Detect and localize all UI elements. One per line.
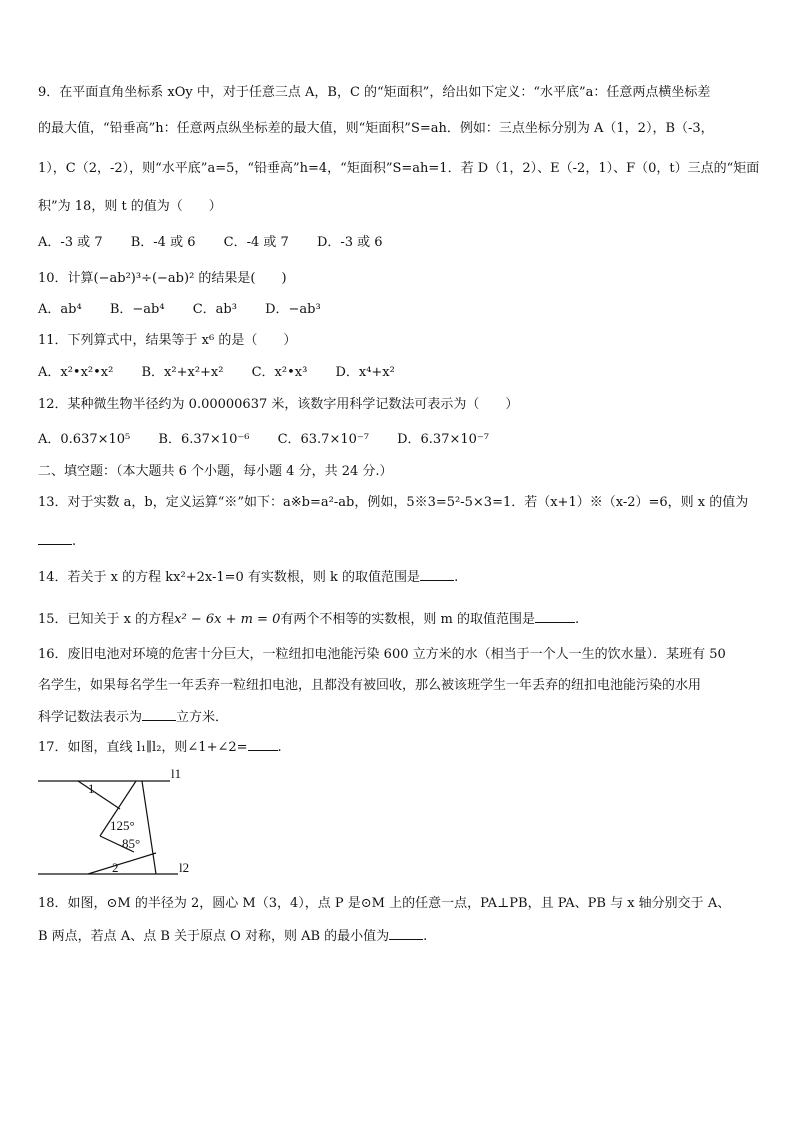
q12-stem: 12．某种微生物半径约为 0.00000637 米，该数字用科学记数法可表示为（ ） xyxy=(38,397,519,412)
q13-line1: 13．对于实数 a，b，定义运算“※”如下：a※b=a²-ab，例如，5※3=5²-5×3=1．若（x+1）※（x-2）=6，则 x 的值为 xyxy=(38,495,749,510)
q16-line3-post: 立方米． xyxy=(176,710,229,725)
q14-text: 14．若关于 x 的方程 kx²+2x-1=0 有实数根，则 k 的取值范围是 xyxy=(38,570,421,585)
q9-line1: 9．在平面直角坐标系 xOy 中，对于任意三点 A，B，C 的“矩面积”，给出如下定义：“水平底”a：任意两点横坐标差 xyxy=(38,85,711,100)
q18-line2-text: B 两点，若点 A、点 B 关于原点 O 对称，则 AB 的最小值为 xyxy=(38,929,390,944)
label-angle-85: 85° xyxy=(122,836,141,851)
section-fill-in-heading: 二、填空题：（本大题共 6 个小题，每小题 4 分，共 24 分.） xyxy=(38,464,393,479)
segment-lower xyxy=(88,853,156,874)
q16-answer-blank[interactable] xyxy=(142,708,176,721)
q9-option-a: A．-3 或 7 xyxy=(38,235,103,250)
q15-line xyxy=(38,610,579,629)
q10-option-a: A．ab⁴ xyxy=(38,302,82,317)
q10-option-d: D．−ab³ xyxy=(265,302,321,317)
q13-end: . xyxy=(72,534,77,549)
q13-answer-line xyxy=(38,532,76,551)
q11-option-d: D．x⁴+x² xyxy=(335,365,395,380)
q14-end: . xyxy=(454,570,459,585)
q10-option-b: B．−ab⁴ xyxy=(109,302,165,317)
q14-answer-blank[interactable] xyxy=(420,568,454,581)
q11-option-c: C．x²•x³ xyxy=(251,365,308,380)
q12-option-d: D．6.37×10⁻⁷ xyxy=(397,432,489,447)
q9-option-c: C．-4 或 7 xyxy=(223,235,289,250)
q15-pre: 15．已知关于 x 的方程 xyxy=(38,612,175,627)
q12-option-c: C．63.7×10⁻⁷ xyxy=(277,432,369,447)
q11-options xyxy=(38,364,419,382)
q9-option-b: B．-4 或 6 xyxy=(130,235,196,250)
segment-upper xyxy=(78,781,120,809)
q14-line xyxy=(38,568,458,587)
q16-line2: 名学生，如果每名学生一年丢弃一粒纽扣电池，且都没有被回收，那么被该班学生一年丢弃的纽扣电池能污染的水用 xyxy=(38,678,702,693)
q17-end: . xyxy=(277,740,282,755)
q16-line1: 16．废旧电池对环境的危害十分巨大，一粒纽扣电池能污染 600 立方米的水（相当于一个人一生的饮水量）．某班有 50 xyxy=(38,647,726,662)
q10-options xyxy=(38,301,345,319)
q11-option-b: B．x²+x²+x² xyxy=(141,365,224,380)
q12-options xyxy=(38,431,513,449)
q9-line3: 1），C（2，-2），则“水平底”a=5，“铅垂高”h=4，“矩面积”S=ah=1．若 D（1，2）、E（-2，1）、F（0，t）三点的“矩面 xyxy=(38,161,760,176)
q16-line3 xyxy=(38,708,228,727)
q17-line xyxy=(38,738,282,757)
q18-answer-blank[interactable] xyxy=(389,927,423,940)
q15-post: 有两个不相等的实数根，则 m 的取值范围是 xyxy=(280,612,535,627)
q12-option-b: B．6.37×10⁻⁶ xyxy=(158,432,250,447)
label-l1: l1 xyxy=(171,768,182,781)
q17-answer-blank[interactable] xyxy=(248,738,278,751)
label-l2: l2 xyxy=(179,860,190,875)
q9-option-d: D．-3 或 6 xyxy=(316,235,383,250)
q9-line2: 的最大值，“铅垂高”h：任意两点纵坐标差的最大值，则“矩面积”S=ah．例如：三点坐标分别为 A（1，2），B（-3， xyxy=(38,121,714,136)
q17-parallel-lines-figure xyxy=(38,768,198,880)
transversal xyxy=(142,781,156,874)
q10-stem: 10．计算(−ab²)³÷(−ab)² 的结果是( ) xyxy=(38,271,287,286)
q17-text: 17．如图，直线 l₁∥l₂，则∠1+∠2= xyxy=(38,740,248,755)
q13-answer-blank[interactable] xyxy=(38,532,72,545)
q18-end: . xyxy=(423,929,428,944)
q12-option-a: A．0.637×10⁵ xyxy=(38,432,131,447)
label-angle-1: 1 xyxy=(88,781,95,796)
q16-line3-pre: 科学记数法表示为 xyxy=(38,710,143,725)
q11-stem: 11．下列算式中，结果等于 x⁶ 的是（ ） xyxy=(38,333,297,348)
label-angle-2: 2 xyxy=(112,860,119,875)
q9-options xyxy=(38,234,407,252)
q10-option-c: C．ab³ xyxy=(192,302,237,317)
q15-answer-blank[interactable] xyxy=(535,610,575,623)
q15-equation: x² − 6x + m = 0 xyxy=(174,612,281,627)
q18-line2 xyxy=(38,927,427,946)
label-angle-125: 125° xyxy=(110,818,135,833)
q11-option-a: A．x²•x²•x² xyxy=(38,365,114,380)
q18-line1: 18．如图，⊙M 的半径为 2，圆心 M（3，4），点 P 是⊙M 上的任意一点，PA⊥PB，且 PA、PB 与 x 轴分别交于 A、 xyxy=(38,896,731,911)
q15-end: . xyxy=(574,612,580,627)
q9-line4: 积”为 18，则 t 的值为（ ） xyxy=(38,199,222,214)
